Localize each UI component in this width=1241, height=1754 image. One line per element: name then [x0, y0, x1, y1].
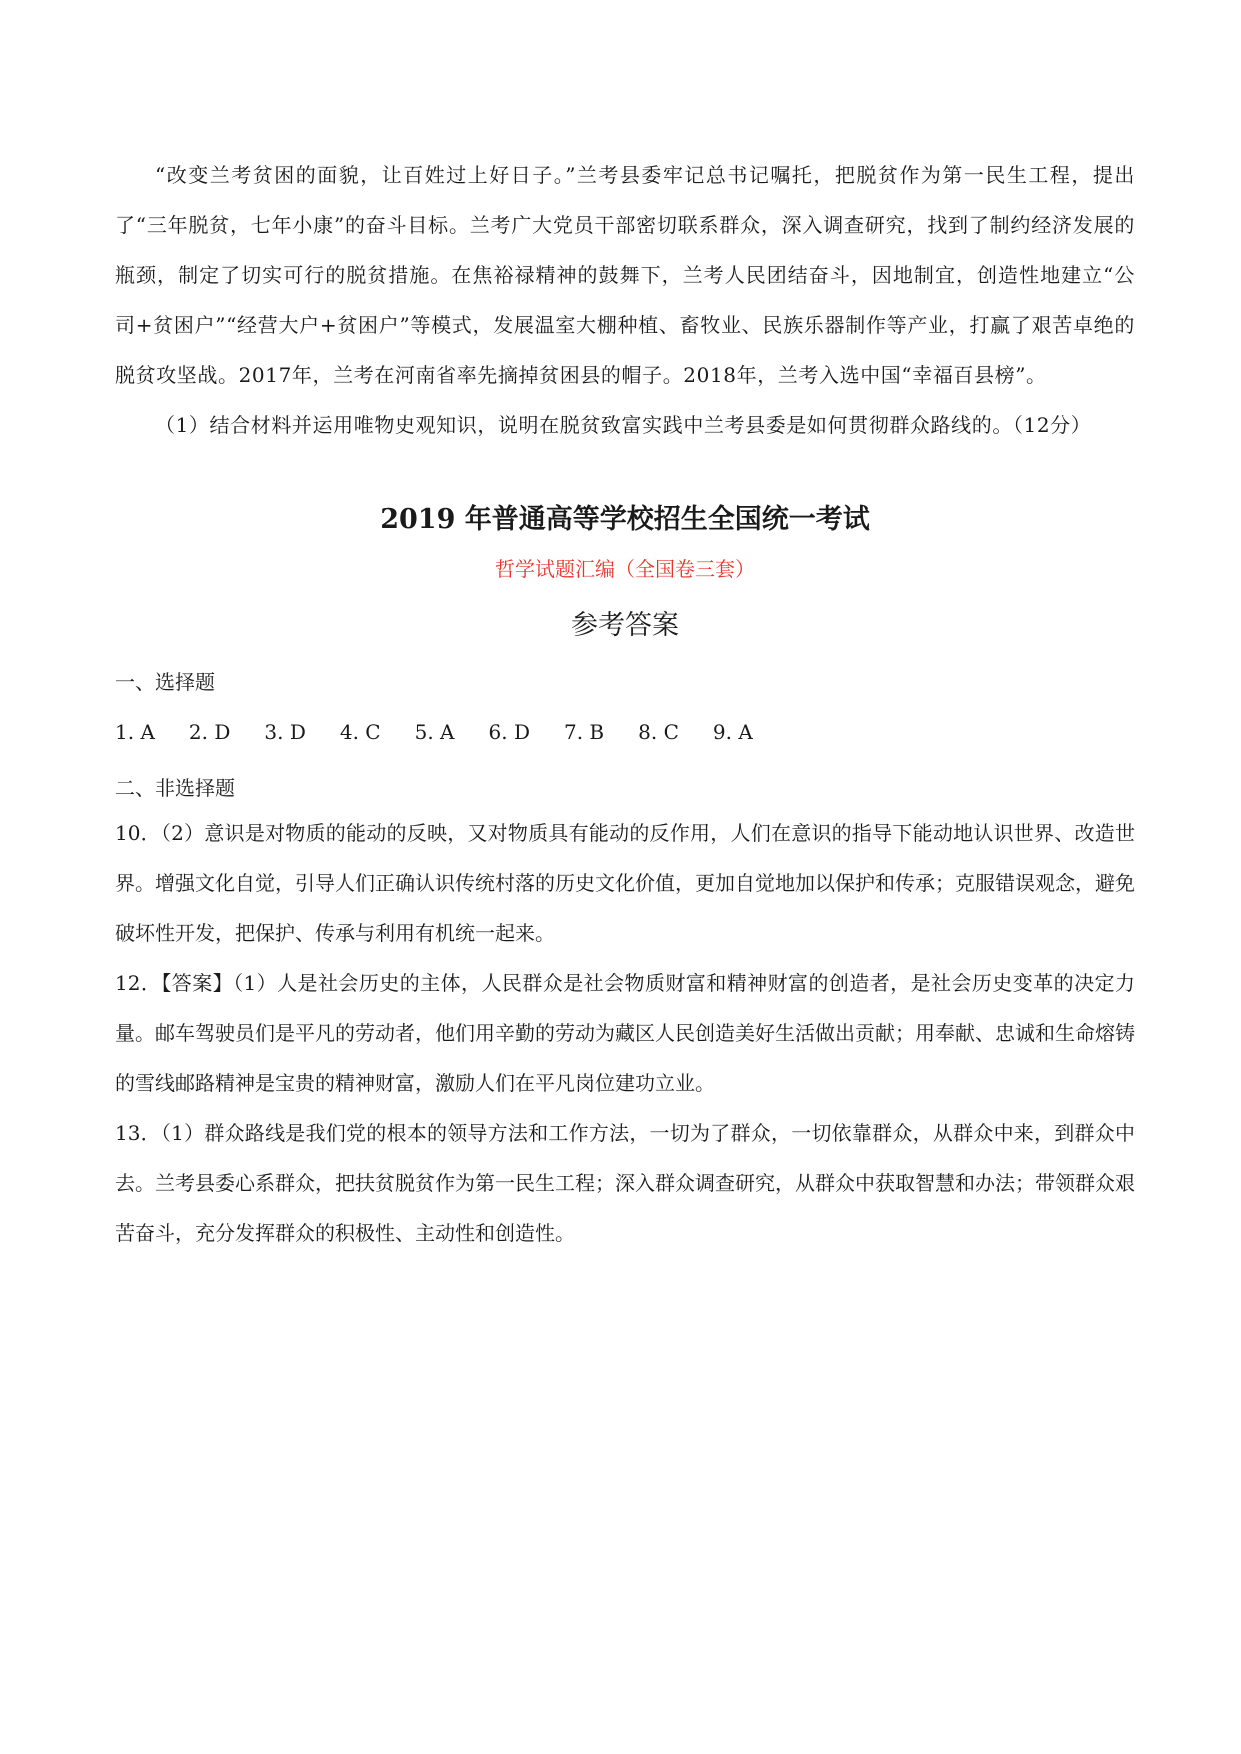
document-subtitle: 哲学试题汇编（全国卷三套）: [495, 557, 755, 581]
choice-answers: [115, 712, 1135, 752]
answer-heading: 参考答案: [571, 610, 679, 641]
choice-answer-8: 8. C: [638, 720, 679, 744]
answer-q13: 13．（1）群众路线是我们党的根本的领导方法和工作方法，一切为了群众，一切依靠群众，从群众中来，到群众中去。兰考县委心系群众，把扶贫脱贫作为第一民生工程；深入群众调查研究，从群众中获取智慧和办法；带领群众艰苦奋斗，充分发挥群众的积极性、主动性和创造性。: [115, 1121, 1135, 1245]
material-paragraph: “改变兰考贫困的面貌，让百姓过上好日子。”兰考县委牢记总书记嘱托，把脱贫作为第一民生工程，提出了“三年脱贫，七年小康”的奋斗目标。兰考广大党员干部密切联系群众，深入调查研究，找到了制约经济发展的瓶颈，制定了切实可行的脱贫措施。在焦裕禄精神的鼓舞下，兰考人民团结奋斗，因地制宜，创造性地建立“公司+贫困户”“经营大户+贫困户”等模式，发展温室大棚种植、畜牧业、民族乐器制作等产业，打赢了艰苦卓绝的脱贫攻坚战。2017年，兰考在河南省率先摘掉贫困县的帽子。2018年，兰考入选中国“幸福百县榜”。: [115, 163, 1135, 387]
choice-answer-3: 3. D: [264, 720, 306, 744]
nonchoice-section-heading: 二、非选择题: [115, 776, 235, 800]
material-section: [115, 150, 1135, 450]
answer-q12: 12．【答案】（1）人是社会历史的主体，人民群众是社会物质财富和精神财富的创造者，是社会历史变革的决定力量。邮车驾驶员们是平凡的劳动者，他们用辛勤的劳动为藏区人民创造美好生活做出贡献；用奉献、忠诚和生命熔铸的雪线邮路精神是宝贵的精神财富，激励人们在平凡岗位建功立业。: [115, 971, 1135, 1095]
choice-answer-6: 6. D: [488, 720, 530, 744]
answer-q10: 10．（2）意识是对物质的能动的反映，又对物质具有能动的反作用，人们在意识的指导下能动地认识世界、改造世界。增强文化自觉，引导人们正确认识传统村落的历史文化价值，更加自觉地加以保护和传承；克服错误观念，避免破坏性开发，把保护、传承与利用有机统一起来。: [115, 821, 1135, 945]
choice-answer-4: 4. C: [339, 720, 381, 744]
choice-answer-1: 1. A: [115, 720, 155, 744]
document-title: 2019 年普通高等学校招生全国统一考试: [380, 504, 870, 535]
choice-section-heading: 一、选择题: [115, 670, 215, 694]
choice-answer-5: 5. A: [414, 720, 455, 744]
document-page: [115, 150, 1135, 1258]
choice-answer-7: 7. B: [563, 720, 605, 744]
choice-answer-9: 9. A: [712, 720, 753, 744]
material-question: （1）结合材料并运用唯物史观知识，说明在脱贫致富实践中兰考县委是如何贯彻群众路线的。（12分）: [155, 413, 1092, 437]
choice-answer-2: 2. D: [188, 720, 231, 744]
nonchoice-answers: [115, 808, 1135, 1258]
